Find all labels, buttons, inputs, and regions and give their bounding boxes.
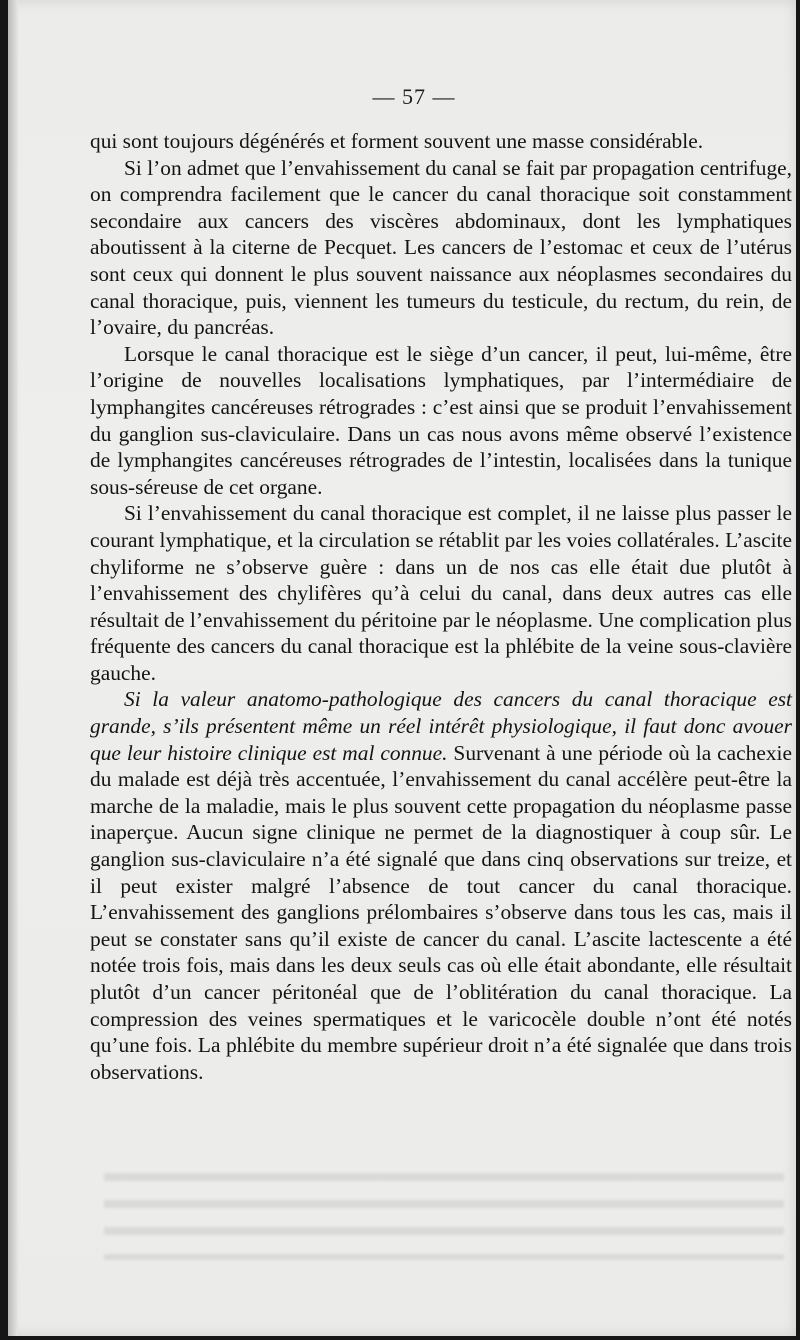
book-page: [8, 0, 796, 1336]
page-number: — 57 —: [372, 84, 456, 109]
paragraph-5-italic: Si la valeur anatomo-pathologique des cancers du canal thoracique est grande, s’ils présentent même un réel intérêt physiologique, il faut donc avouer que leur histoire clinique est mal connue.: [90, 687, 792, 765]
paragraph-5: [90, 686, 792, 1085]
paragraph-4: Si l’envahissement du canal thoracique est complet, il ne laisse plus passer le courant lymphatique, et la circulation se rétablit par les voies collatérales. L’ascite chyliforme ne s’observe guère : dans un de nos cas elle était due plutôt à l’envahissement des chylifères qu’à celui du canal, dans deux autres cas elle résultait de l’envahissement du péritoine par le néoplasme. Une complication plus fréquente des cancers du canal thoracique est la phlébite de la veine sous-clavière gauche.: [90, 501, 792, 685]
bleed-through-text: [104, 1165, 784, 1260]
paragraph-5-rest: Survenant à une période où la cachexie du malade est déjà très accentuée, l’envahissement du canal accélère peut-être la marche de la maladie, mais le plus souvent cette propagation du néoplasme passe inaperçue. Aucun signe clinique ne permet de la diagnostiquer à coup sûr. Le ganglion sus-claviculaire n’a été signalé que dans cinq observations sur treize, et il peut exister malgré l’absence de tout cancer du canal thoracique. L’envahissement des ganglions prélombaires s’observe dans tous les cas, mais il peut se constater sans qu’il existe de cancer du canal. L’ascite lactescente a été notée trois fois, mais dans les deux seuls cas où elle était abondante, elle résultait plutôt d’un cancer péritonéal que de l’oblitération du canal thoracique. La compression des veines spermatiques et le varicocèle double n’ont été notés qu’une fois. La phlébite du membre supérieur droit n’a été signalée que dans trois observations.: [90, 740, 792, 1084]
body-text: [90, 128, 792, 1085]
paragraph-2: Si l’on admet que l’envahissement du canal se fait par propagation centrifuge, on comprendra facilement que le cancer du canal thoracique soit constamment secondaire aux cancers des viscères abdominaux, dont les lymphatiques aboutissent à la citerne de Pecquet. Les cancers de l’estomac et ceux de l’utérus sont ceux qui donnent le plus souvent naissance aux néoplasmes secondaires du canal thoracique, puis, viennent les tumeurs du testicule, du rectum, du rein, de l’ovaire, du pancréas.: [90, 155, 792, 340]
paragraph-3: Lorsque le canal thoracique est le siège d’un cancer, il peut, lui-même, être l’origine de nouvelles localisations lymphatiques, par l’intermédiaire de lymphangites cancéreuses rétrogrades : c’est ainsi que se produit l’envahissement du ganglion sus-claviculaire. Dans un cas nous avons même observé l’existence de lymphangites cancéreuses rétrogrades de l’intestin, localisées dans la tunique sous-séreuse de cet organe.: [90, 341, 792, 499]
paragraph-1: qui sont toujours dégénérés et forment souvent une masse considérable.: [90, 129, 704, 153]
page-binding-edge: [8, 0, 18, 1336]
